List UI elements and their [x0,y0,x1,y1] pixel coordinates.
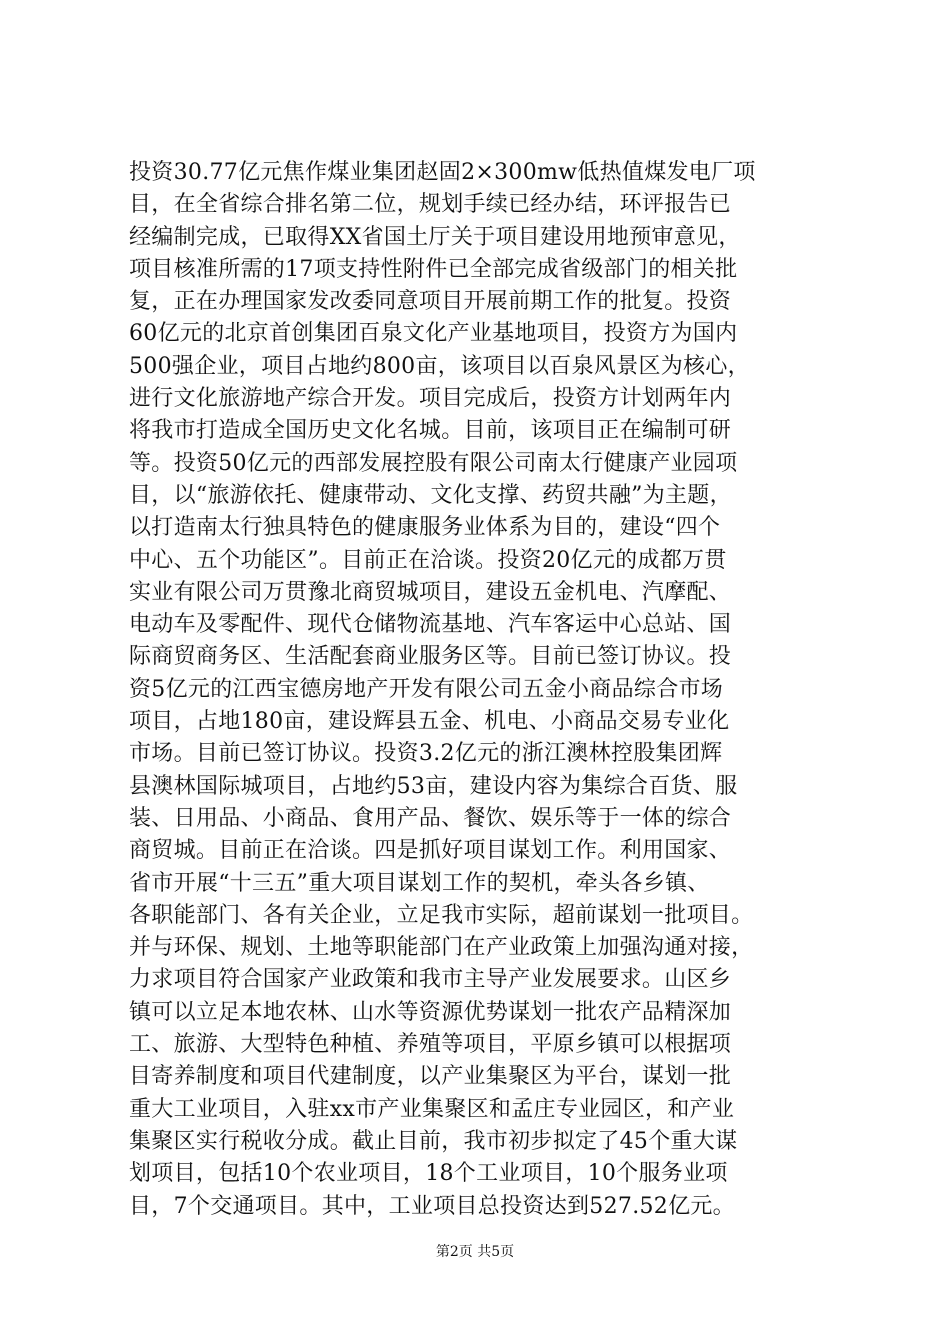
text-line: 实业有限公司万贯豫北商贸城项目，建设五金机电、汽摩配、 [129,579,732,605]
text-line: 目，以“旅游依托、健康带动、文化支撑、药贸共融”为主题， [129,482,732,508]
text-line: 进行文化旅游地产综合开发。项目完成后，投资方计划两年内 [129,386,732,412]
text-line: 目，在全省综合排名第二位，规划手续已经办结，环评报告已 [129,192,732,218]
text-line: 目，7个交通项目。其中，工业项目总投资达到527.52亿元。 [129,1193,735,1219]
text-line: 中心、五个功能区”。目前正在洽谈。投资20亿元的成都万贯 [129,547,727,573]
text-line: 项目核准所需的17项支持性附件已全部完成省级部门的相关批 [129,256,738,282]
text-line: 等。投资50亿元的西部发展控股有限公司南太行健康产业园项 [129,450,738,476]
text-line: 将我市打造成全国历史文化名城。目前，该项目正在编制可研 [129,418,732,444]
page-footer: 第2页 共5页 [435,1244,515,1260]
text-line: 500强企业，项目占地约800亩，该项目以百泉风景区为核心， [129,353,750,379]
text-line: 县澳林国际城项目，占地约53亩，建设内容为集综合百货、服 [129,773,738,799]
text-line: 项目，占地180亩，建设辉县五金、机电、小商品交易专业化 [129,709,730,735]
text-line: 装、日用品、小商品、食用产品、餐饮、娱乐等于一体的综合 [129,805,732,831]
text-line: 际商贸商务区、生活配套商业服务区等。目前已签订协议。投 [129,644,732,670]
text-line: 各职能部门、各有关企业，立足我市实际，超前谋划一批项目。 [129,902,754,928]
text-line: 电动车及零配件、现代仓储物流基地、汽车客运中心总站、国 [129,612,732,638]
text-line: 目寄养制度和项目代建制度，以产业集聚区为平台，谋划一批 [129,1064,732,1090]
text-line: 投资30.77亿元焦作煤业集团赵固2×300mw低热值煤发电厂项 [129,160,756,185]
text-line: 商贸城。目前正在洽谈。四是抓好项目谋划工作。利用国家、 [129,838,732,864]
text-line: 重大工业项目，入驻xx市产业集聚区和孟庄专业园区，和产业 [129,1096,735,1122]
text-line: 省市开展“十三五”重大项目谋划工作的契机，牵头各乡镇、 [129,870,710,896]
text-line: 复，正在办理国家发改委同意项目开展前期工作的批复。投资 [129,289,732,315]
text-line: 集聚区实行税收分成。截止目前，我市初步拟定了45个重大谋 [129,1128,738,1154]
text-line: 资5亿元的江西宝德房地产开发有限公司五金小商品综合市场 [129,676,724,702]
text-line: 并与环保、规划、土地等职能部门在产业政策上加强沟通对接， [129,935,754,961]
text-line: 60亿元的北京首创集团百泉文化产业基地项目，投资方为国内 [129,321,738,347]
text-line: 划项目，包括10个农业项目，18个工业项目，10个服务业项 [129,1161,728,1187]
text-line: 工、旅游、大型特色种植、养殖等项目，平原乡镇可以根据项 [129,1032,732,1058]
body-paragraph [129,157,829,1223]
text-line: 经编制完成，已取得XX省国土厅关于项目建设用地预审意见， [129,224,741,250]
text-line: 力求项目符合国家产业政策和我市主导产业发展要求。山区乡 [129,967,732,993]
text-line: 以打造南太行独具特色的健康服务业体系为目的，建设“四个 [129,515,721,541]
text-line: 镇可以立足本地农林、山水等资源优势谋划一批农产品精深加 [129,999,732,1025]
text-line: 市场。目前已签订协议。投资3.2亿元的浙江澳林控股集团辉 [129,741,723,767]
